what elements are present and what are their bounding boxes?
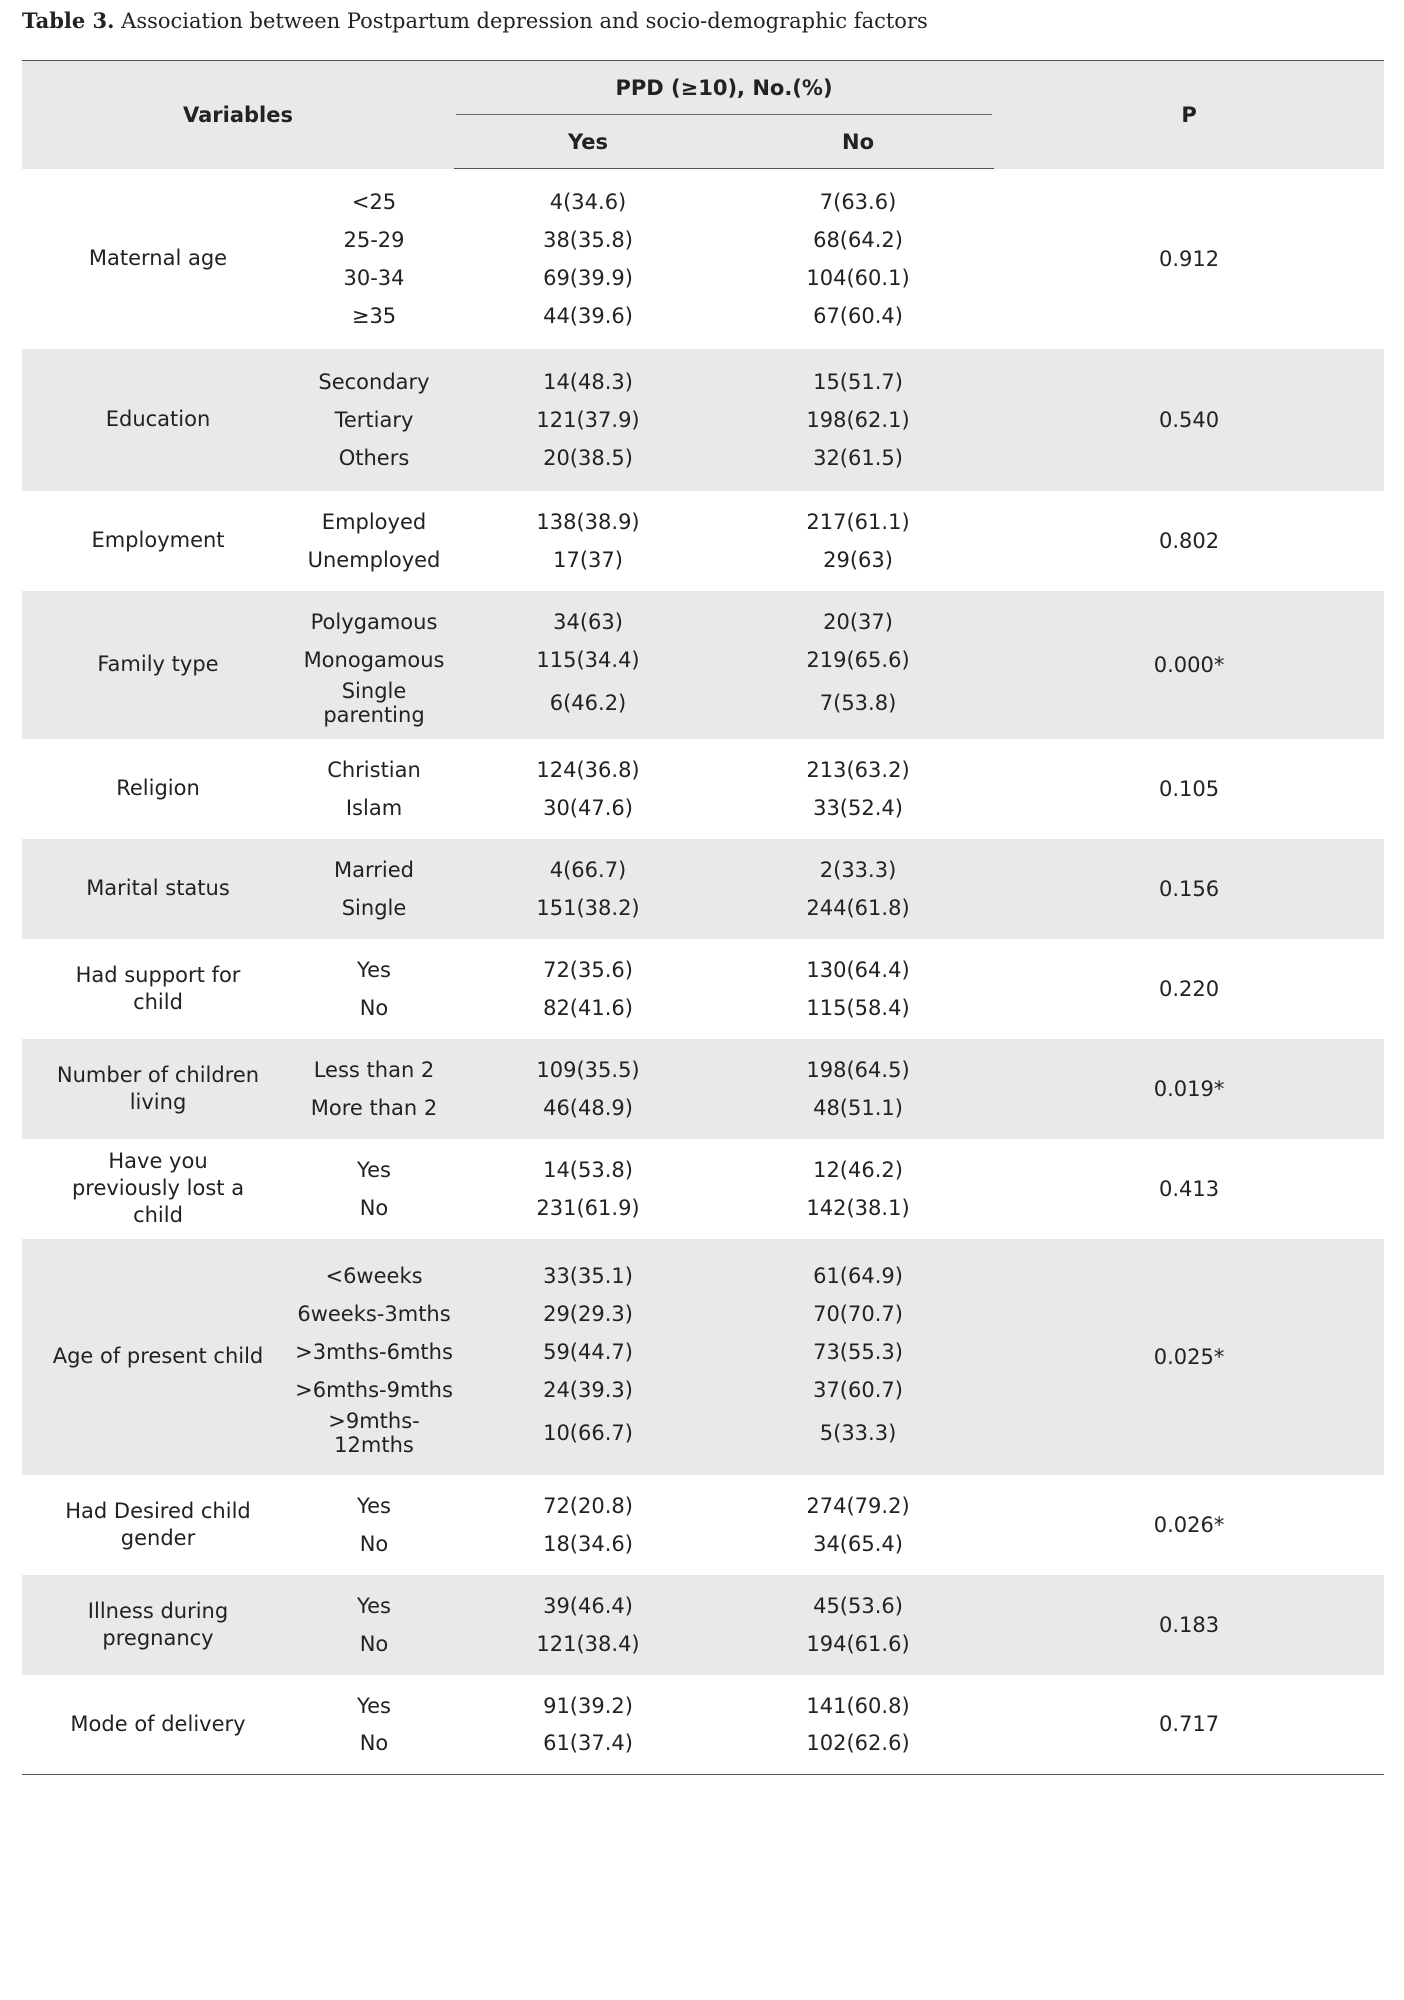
ppd-yes-cell: 59(44.7) [454,1333,722,1371]
category-cell: Married [294,839,454,889]
p-value: 0.105 [1158,776,1220,801]
category-cell: >9mths-12mths [294,1409,454,1475]
table-row [22,491,1384,541]
ppd-yes-cell: 14(48.3) [454,349,722,401]
category-cell: <25 [351,189,397,214]
table-row [22,839,1384,889]
variable-name: Employment [91,528,225,552]
ppd-yes-cell: 10(66.7) [454,1409,722,1475]
category-cell: Single parenting [294,679,454,739]
variable-group [22,1475,1384,1575]
category-cell: Single [294,889,454,939]
table-header [22,61,1384,169]
header-p: P [994,61,1384,169]
ppd-yes-cell: 231(61.9) [536,1195,640,1220]
ppd-yes-cell: 151(38.2) [454,889,722,939]
category-cell: Monogamous [294,641,454,679]
category-cell: Christian [327,757,421,782]
ppd-yes-cell: 29(29.3) [454,1295,722,1333]
ppd-yes-cell: 24(39.3) [454,1371,722,1409]
category-cell: No [359,1195,389,1220]
ppd-yes-cell: 44(39.6) [543,303,633,328]
variable-name: Family type [22,591,294,739]
category-cell: No [294,1625,454,1675]
ppd-yes-cell: 46(48.9) [454,1089,722,1139]
header-variables: Variables [22,61,454,169]
ppd-no-cell: 33(52.4) [813,795,903,820]
ppd-no-cell: 2(33.3) [722,839,994,889]
category-cell: Unemployed [307,547,441,572]
ppd-no-cell: 217(61.1) [806,509,910,534]
table-caption [22,8,928,33]
p-value: 0.802 [1158,528,1220,553]
variable-name: Have you previously lost a child [71,1149,245,1227]
ppd-no-cell: 37(60.7) [722,1371,994,1409]
variable-group [22,839,1384,939]
header-no: No [722,115,994,169]
table-row [22,1139,1384,1189]
ppd-no-cell: 141(60.8) [806,1693,910,1718]
variable-group [22,939,1384,1039]
ppd-no-cell: 73(55.3) [722,1333,994,1371]
ppd-no-cell: 61(64.9) [722,1239,994,1295]
p-value: 0.540 [994,349,1384,491]
ppd-no-cell: 142(38.1) [806,1195,910,1220]
variable-group [22,1039,1384,1139]
ppd-yes-cell: 6(46.2) [454,679,722,739]
variable-group [22,491,1384,591]
category-cell: Others [294,439,454,491]
ppd-yes-cell: 38(35.8) [543,227,633,252]
p-value: 0.912 [1158,246,1220,271]
category-cell: 25-29 [343,227,405,252]
ppd-yes-cell: 69(39.9) [543,265,633,290]
variable-group [22,1575,1384,1675]
ppd-yes-cell: 4(66.7) [454,839,722,889]
ppd-yes-cell: 20(38.5) [454,439,722,491]
ppd-no-cell: 244(61.8) [722,889,994,939]
table-row [22,1575,1384,1625]
ppd-yes-cell: 33(35.1) [454,1239,722,1295]
p-value: 0.019* [994,1039,1384,1139]
ppd-no-cell: 274(79.2) [806,1493,910,1518]
ppd-yes-cell: 72(35.6) [543,957,633,982]
p-value: 0.156 [994,839,1384,939]
category-cell: More than 2 [294,1089,454,1139]
variable-name: Mode of delivery [70,1711,246,1736]
variable-name: Number of children living [22,1039,294,1139]
ppd-yes-cell: 4(34.6) [549,189,627,214]
ppd-yes-cell: 30(47.6) [543,795,633,820]
table-caption-text: Association between Postpartum depression and socio-demographic factors [121,9,928,33]
ppd-no-cell: 115(58.4) [806,995,910,1020]
variable-name: Illness during pregnancy [22,1575,294,1675]
p-value: 0.025* [994,1239,1384,1475]
category-cell: No [359,1531,389,1556]
variable-name: Had Desired child gender [65,1498,251,1550]
table-row [22,591,1384,641]
category-cell: 6weeks-3mths [294,1295,454,1333]
category-cell: Yes [357,1693,391,1718]
variable-name: Religion [116,776,200,800]
variable-group [22,1139,1384,1239]
category-cell: Yes [357,957,391,982]
ppd-no-cell: 48(51.1) [722,1089,994,1139]
ppd-no-cell: 102(62.6) [806,1731,910,1756]
p-value: 0.183 [994,1575,1384,1675]
ppd-yes-cell: 109(35.5) [454,1039,722,1089]
ppd-no-cell: 130(64.4) [806,957,910,982]
variable-name: Marital status [22,839,294,939]
variable-name: Had support for child [75,962,241,1014]
ppd-yes-cell: 39(46.4) [454,1575,722,1625]
header-ppd: PPD (≥10), No.(%) [454,61,994,116]
variable-name: Maternal age [88,246,228,270]
category-cell: <6weeks [294,1239,454,1295]
table-row [22,1039,1384,1089]
category-cell: Yes [357,1157,391,1182]
ppd-yes-cell: 115(34.4) [454,641,722,679]
table-row [22,169,1384,221]
ppd-yes-cell: 34(63) [454,591,722,641]
category-cell: ≥35 [351,303,397,328]
ppd-no-cell: 219(65.6) [722,641,994,679]
category-cell: Yes [294,1575,454,1625]
table-row [22,1239,1384,1295]
ppd-yes-cell: 61(37.4) [543,1731,633,1756]
ppd-no-cell: 213(63.2) [806,757,910,782]
category-cell: Secondary [294,349,454,401]
variable-group [22,169,1384,349]
ppd-yes-cell: 121(38.4) [454,1625,722,1675]
header-yes: Yes [454,115,722,169]
p-value: 0.220 [1158,976,1220,1001]
ppd-yes-cell: 18(34.6) [543,1531,633,1556]
ppd-no-cell: 29(63) [823,547,893,572]
ppd-no-cell: 70(70.7) [722,1295,994,1333]
ppd-no-cell: 104(60.1) [806,265,910,290]
ppd-no-cell: 7(53.8) [722,679,994,739]
ppd-no-cell: 67(60.4) [813,303,903,328]
ppd-no-cell: 198(64.5) [722,1039,994,1089]
ppd-no-cell: 68(64.2) [813,227,903,252]
category-cell: Yes [357,1493,391,1518]
ppd-no-cell: 5(33.3) [722,1409,994,1475]
category-cell: Less than 2 [294,1039,454,1089]
ppd-no-cell: 32(61.5) [722,439,994,491]
table-row [22,1475,1384,1525]
table-caption-label: Table 3. [22,8,115,33]
category-cell: Tertiary [294,401,454,439]
table-row [22,1675,1384,1725]
category-cell: Islam [345,795,403,820]
ppd-yes-cell: 17(37) [553,547,623,572]
variable-group [22,1239,1384,1475]
category-cell: Employed [321,509,427,534]
variable-name: Age of present child [22,1239,294,1475]
ppd-no-cell: 15(51.7) [722,349,994,401]
p-value: 0.717 [1158,1712,1220,1737]
ppd-yes-cell: 138(38.9) [536,509,640,534]
association-table [22,60,1384,1775]
category-cell: Polygamous [294,591,454,641]
ppd-yes-cell: 121(37.9) [454,401,722,439]
ppd-no-cell: 12(46.2) [813,1157,903,1182]
ppd-yes-cell: 72(20.8) [543,1493,633,1518]
category-cell: 30-34 [343,265,405,290]
ppd-yes-cell: 14(53.8) [543,1157,633,1182]
variable-group [22,349,1384,491]
ppd-no-cell: 198(62.1) [722,401,994,439]
variable-name: Education [22,349,294,491]
category-cell: >3mths-6mths [294,1333,454,1371]
ppd-yes-cell: 91(39.2) [543,1693,633,1718]
variable-group [22,591,1384,739]
table-row [22,939,1384,989]
variable-group [22,739,1384,839]
ppd-no-cell: 7(63.6) [819,189,897,214]
ppd-no-cell: 20(37) [722,591,994,641]
ppd-no-cell: 194(61.6) [722,1625,994,1675]
table-row [22,349,1384,401]
category-cell: >6mths-9mths [294,1371,454,1409]
ppd-yes-cell: 82(41.6) [543,995,633,1020]
p-value: 0.413 [1158,1176,1220,1201]
category-cell: No [359,1731,389,1756]
ppd-yes-cell: 124(36.8) [536,757,640,782]
p-value: 0.026* [1153,1512,1225,1537]
category-cell: No [359,995,389,1020]
variable-group [22,1675,1384,1775]
table-row [22,739,1384,789]
ppd-no-cell: 45(53.6) [722,1575,994,1625]
p-value: 0.000* [994,591,1384,739]
ppd-no-cell: 34(65.4) [813,1531,903,1556]
